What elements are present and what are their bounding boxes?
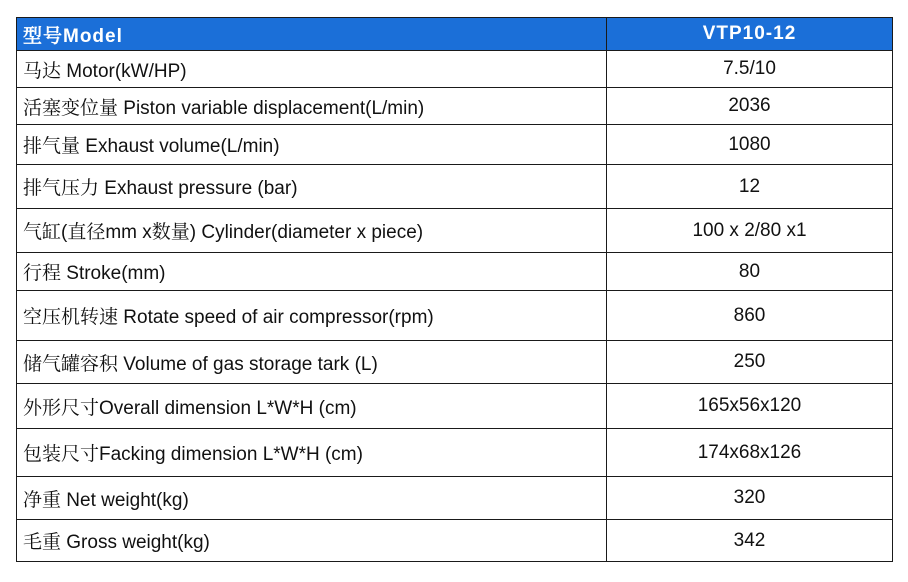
table-row xyxy=(17,125,893,165)
row-label: 空压机转速 Rotate speed of air compressor(rpm) xyxy=(17,291,607,341)
row-label: 排气量 Exhaust volume(L/min) xyxy=(17,125,607,165)
table-row xyxy=(17,51,893,88)
table-header-row xyxy=(17,18,893,51)
table-row xyxy=(17,165,893,209)
row-value: 12 xyxy=(607,165,893,209)
row-value: 174x68x126 xyxy=(607,429,893,477)
row-value: 250 xyxy=(607,341,893,384)
row-value: 320 xyxy=(607,477,893,520)
table-row xyxy=(17,520,893,562)
table-row xyxy=(17,88,893,125)
table-row xyxy=(17,384,893,429)
table-row xyxy=(17,429,893,477)
row-label: 排气压力 Exhaust pressure (bar) xyxy=(17,165,607,209)
table-row xyxy=(17,477,893,520)
table-row xyxy=(17,253,893,291)
row-label: 包装尺寸Facking dimension L*W*H (cm) xyxy=(17,429,607,477)
row-value: 2036 xyxy=(607,88,893,125)
row-label: 气缸(直径mm x数量) Cylinder(diameter x piece) xyxy=(17,209,607,253)
header-model-value: VTP10-12 xyxy=(607,18,893,51)
row-value: 165x56x120 xyxy=(607,384,893,429)
header-model-label: 型号Model xyxy=(17,18,607,51)
row-value: 860 xyxy=(607,291,893,341)
row-label: 外形尺寸Overall dimension L*W*H (cm) xyxy=(17,384,607,429)
row-label: 马达 Motor(kW/HP) xyxy=(17,51,607,88)
row-label: 净重 Net weight(kg) xyxy=(17,477,607,520)
table-row xyxy=(17,341,893,384)
row-label: 毛重 Gross weight(kg) xyxy=(17,520,607,562)
row-label: 储气罐容积 Volume of gas storage tark (L) xyxy=(17,341,607,384)
spec-table xyxy=(16,17,893,562)
table-row xyxy=(17,291,893,341)
table-row xyxy=(17,209,893,253)
row-value: 1080 xyxy=(607,125,893,165)
row-label: 活塞变位量 Piston variable displacement(L/min) xyxy=(17,88,607,125)
row-label: 行程 Stroke(mm) xyxy=(17,253,607,291)
row-value: 80 xyxy=(607,253,893,291)
row-value: 7.5/10 xyxy=(607,51,893,88)
row-value: 100 x 2/80 x1 xyxy=(607,209,893,253)
row-value: 342 xyxy=(607,520,893,562)
